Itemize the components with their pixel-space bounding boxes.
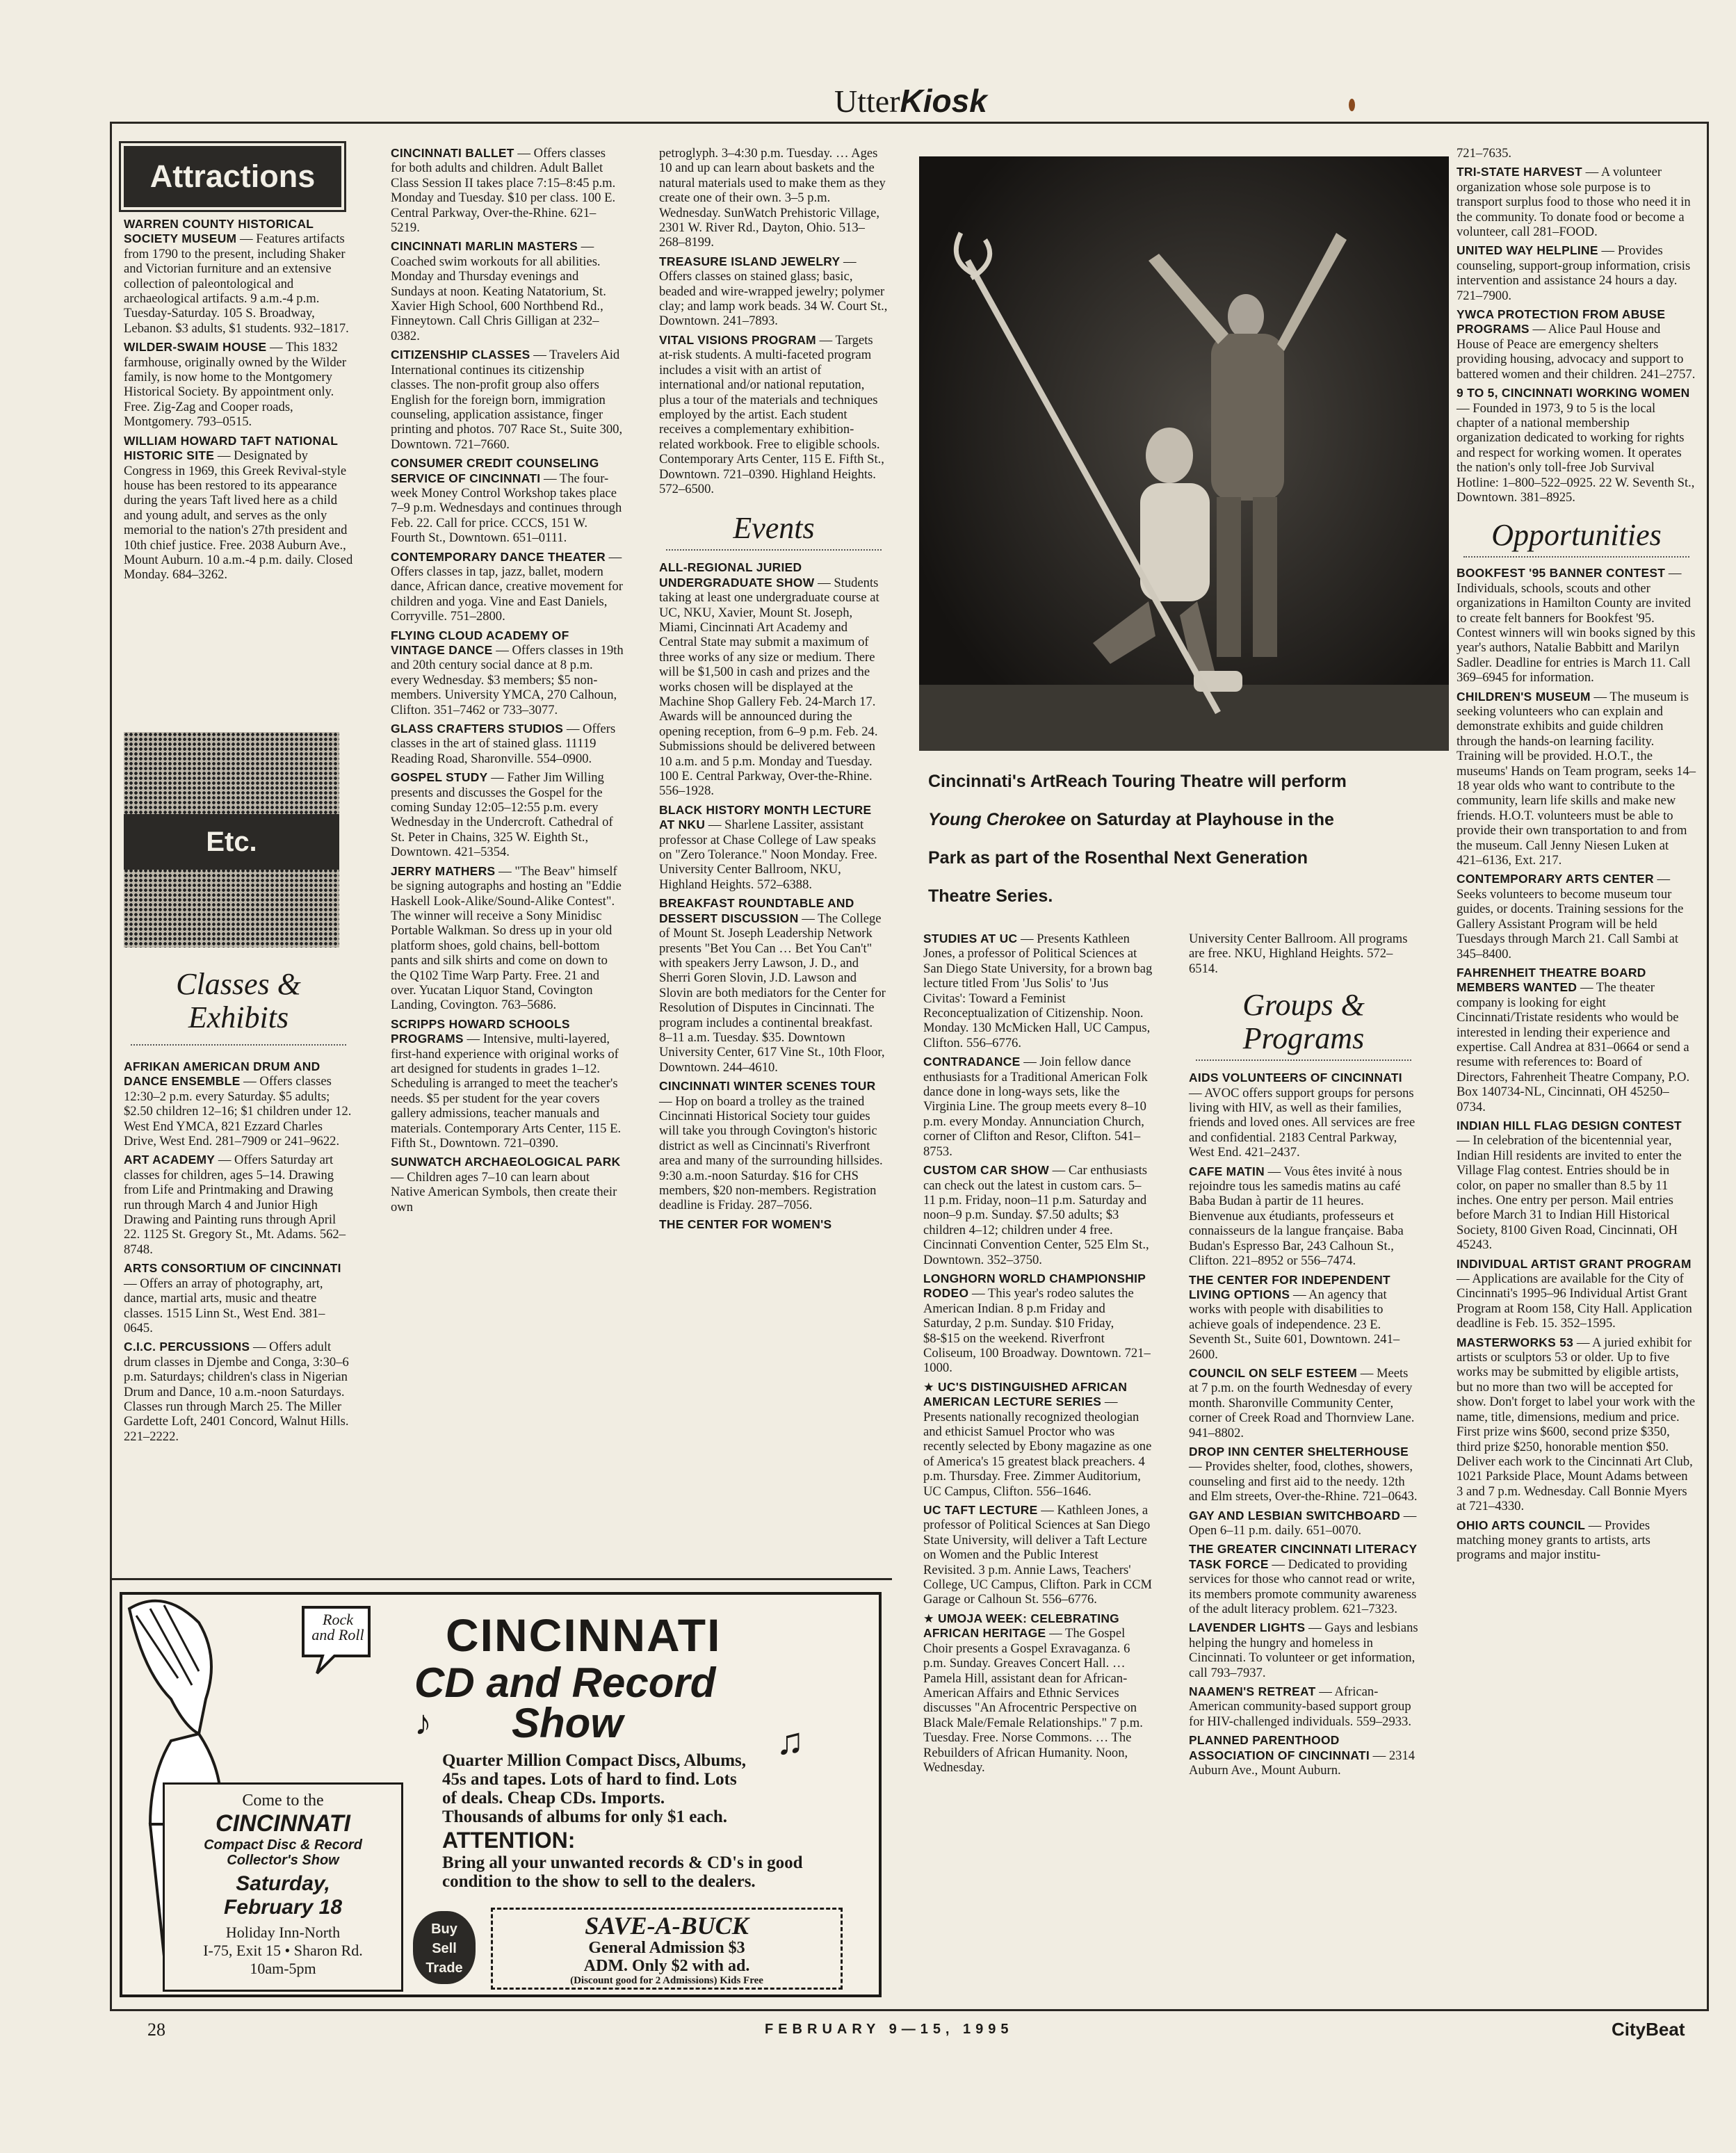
ad-venue-2: I-75, Exit 15 • Sharon Rd.	[203, 1942, 363, 1959]
etc-label: Etc.	[206, 827, 257, 857]
column-2	[391, 146, 624, 1219]
listing: CUSTOM CAR SHOW — Car enthusiasts can check out the latest in custom cars. 5–11 p.m. Friday, noon–11 p.m. Saturday and noon–9 p.m. Sunday. $7.50 adults; $3 children 4–12; children under 4 free. Cincinnati Convention Center, 525 Elm St., Downtown. 352–3750.	[923, 1163, 1149, 1267]
groups-programs-heading: Groups & Programs	[1242, 988, 1365, 1056]
ad-come-box	[163, 1782, 403, 1992]
coupon-admission: General Admission $3	[588, 1939, 745, 1957]
listing: CINCINNATI BALLET — Offers classes for both adults and children. Adult Ballet Class Session II takes place 7:15–8:45 p.m. Monday and Tuesday. $10 per class. 100 E. Central Parkway, Over-the-Rhine. 621–5219.	[391, 146, 616, 236]
etc-graphic	[124, 732, 339, 948]
listing: BREAKFAST ROUNDTABLE AND DESSERT DISCUSSION — The College of Mount St. Joseph Leadership Network presents "Bet You Can … Bet You Can't" with speakers Jerry Lawson, J. D., and Sherri Goren Slovin, J.D. Lawson and Slovin are both mediators for the Center for Resolution of Disputes in Cincinnati. The program includes a continental breakfast. 8–11 a.m. Tuesday. $35. Downtown University Center, 617 Vine St., 10th Floor, Downtown. 244–4610.	[659, 896, 886, 1075]
listing: GLASS CRAFTERS STUDIOS — Offers classes in the art of stained glass. 11119 Reading Road, Sharonville. 554–0900.	[391, 722, 616, 766]
buy-sell-trade-badge	[413, 1911, 476, 1984]
listing: PLANNED PARENTHOOD ASSOCIATION OF CINCINNATI — 2314 Auburn Ave., Mount Auburn.	[1189, 1733, 1415, 1778]
ad-title-cd: CD and Record	[414, 1659, 716, 1706]
ad-hours: 10am-5pm	[250, 1960, 316, 1977]
column-4	[923, 932, 1153, 1779]
column-1-attractions	[124, 217, 353, 587]
listing: SUNWATCH ARCHAEOLOGICAL PARK — Children ages 7–10 can learn about Native American Symbols, then create their own	[391, 1155, 621, 1214]
balloon-text: Rock and Roll	[311, 1611, 364, 1643]
ad-come-city: CINCINNATI	[216, 1810, 350, 1837]
listing: UC TAFT LECTURE — Kathleen Jones, a professor of Political Sciences at San Diego State University, will deliver a Taft Lecture on Women and the Public Interest Revisited. 3 p.m. Annie Laws, Teachers' College, UC Campus, Clifton. Park in CCM Garage or Calhoun St. 556–6776.	[923, 1503, 1153, 1607]
caption-line-2-rest: on Saturday at Playhouse in the	[1065, 810, 1334, 829]
bottom-rule	[110, 2009, 1709, 2011]
badge-sell: Sell	[432, 1941, 457, 1956]
music-note-icon: ♫	[776, 1721, 804, 1762]
save-a-buck-coupon	[491, 1908, 843, 1990]
listing: DROP INN CENTER SHELTERHOUSE — Provides shelter, food, clothes, showers, counseling and first aid to the needy. 12th and Elm streets, Over-the-Rhine. 721–0643.	[1189, 1444, 1418, 1504]
listing: VITAL VISIONS PROGRAM — Targets at-risk students. A multi-faceted program includes a visit with an artist of international and/or national reputation, plus a tour of the materials and techniques employed by the artist. Each student receives a complementary exhibition-related workbook. Free to eligible schools. Contemporary Arts Center, 115 E. Fifth St., Downtown. 721–0390. Highland Heights. 572–6500.	[659, 332, 884, 496]
listing: CONTEMPORARY DANCE THEATER — Offers classes in tap, jazz, ballet, modern dance, African dance, creative movement for children and yoga. Vine and East Daniels, Corryville. 751–2800.	[391, 549, 623, 624]
listing: SCRIPPS HOWARD SCHOOLS PROGRAMS — Intensive, multi-layered, first-hand experience with original works of art designed for students in grades 1–12. Scheduling is arranged to meet the teacher's needs. $5 per student for the year covers gallery admissions, teacher manuals and materials. Contemporary Arts Center, 115 E. Fifth St., Downtown. 721–0390.	[391, 1016, 622, 1151]
listing: 721–7635.	[1457, 146, 1512, 161]
theatre-photo	[919, 156, 1449, 751]
listing: THE GREATER CINCINNATI LITERACY TASK FORCE — Dedicated to providing services for those who cannot read or write, its members promote community awareness of the adult literacy problem. 621–7323.	[1189, 1542, 1418, 1617]
listing: THE CENTER FOR WOMEN'S	[659, 1217, 832, 1231]
listing: INDIAN HILL FLAG DESIGN CONTEST — In celebration of the bicentennial year, Indian Hill residents are invited to enter the Village Flag contest. Entries should be in color, on paper no smaller than 8.5 by 11 inches. One entry per person. Mail entries before March 31 to Indian Hill Historical Society, 8100 Given Road, Cincinnati, OH 45243.	[1457, 1118, 1682, 1253]
caption-line-2	[928, 801, 1450, 839]
left-rule	[110, 122, 112, 2011]
listing: INDIVIDUAL ARTIST GRANT PROGRAM — Applications are available for the City of Cincinnati's 1995–96 Individual Artist Grant Program at Room 158, City Hall. Application deadline is Feb. 15. 352–1595.	[1457, 1256, 1692, 1331]
column-6	[1457, 146, 1696, 1567]
attractions-label-text: Attractions	[149, 159, 316, 194]
ad-venue-1: Holiday Inn-North	[225, 1924, 341, 1941]
listing: FLYING CLOUD ACADEMY OF VINTAGE DANCE — Offers classes in 19th and 20th century social dance at 8 p.m. every Wednesday. $3 members; $5 non-members. University YMCA, 270 Calhoun, Clifton. 351–7462 or 733–3077.	[391, 628, 624, 717]
listing: University Center Ballroom. All programs are free. NKU, Highland Heights. 572–6514.	[1189, 932, 1408, 976]
section-rule	[131, 1044, 346, 1046]
listing: ALL-REGIONAL JURIED UNDERGRADUATE SHOW — Students taking at least one undergraduate course at UC, NKU, Xavier, Mount St. Joseph, Miami, Cincinnati Art Academy and Central State may submit a maximum of three works of any size or medium. There will be $1,500 in cash and prizes and the works chosen will be displayed at the Machine Shop Gallery Feb. 24-March 17. Awards will be announced during the opening reception, from 6–9 p.m. Feb. 24. Submissions should be delivered between 10 a.m. and 5 p.m. Monday and Tuesday. 100 E. Central Parkway, Over-the-Rhine. 556–1928.	[659, 560, 879, 799]
section-rule	[666, 549, 882, 551]
attractions-label	[124, 146, 341, 207]
music-note-icon: ♪	[414, 1703, 432, 1742]
listing: STUDIES AT UC — Presents Kathleen Jones, a professor of Political Sciences at San Diego State University, for a brown bag lecture titled From 'Jus Solis' to 'Jus Civitas': Toward a Feminist Reconceptualization of Citizenship. Noon. Monday. 130 McMicken Hall, UC Campus, Clifton. 556–6776.	[923, 932, 1153, 1050]
ad-title-city: CINCINNATI	[446, 1609, 722, 1661]
listing: ★ UMOJA WEEK: CELEBRATING AFRICAN HERITAGE — The Gospel Choir presents a Gospel Exravaganza. 6 p.m. Sunday. Greaves Concert Hall. … Pamela Hill, assistant dean for African-American Affairs and Ethnic Services discusses "An Afrocentric Perspective on Black Male/Female Relationships." 7 p.m. Tuesday. Free. Norse Commons. … The Rebuilders of African Humanity. Noon, Wednesday.	[923, 1611, 1143, 1775]
listing: ★ UC'S DISTINGUISHED AFRICAN AMERICAN LECTURE SERIES — Presents nationally recognized theologian and ethicist Samuel Proctor who was recently selected by Ebony magazine as one of America's 15 greatest black preachers. 4 p.m. Thursday. Free. Zimmer Auditorium, UC Campus, Clifton. 556–1646.	[923, 1379, 1152, 1499]
brand-logo: CityBeat	[1612, 2019, 1685, 2040]
coupon-discount: (Discount good for 2 Admissions) Kids Free	[570, 1975, 763, 1986]
listing: UNITED WAY HELPLINE — Provides counseling, support-group information, crisis intervention and assistance 24 hours a day. 721–7900.	[1457, 243, 1691, 303]
top-rule	[110, 122, 1709, 124]
listing: WILLIAM HOWARD TAFT NATIONAL HISTORIC SITE — Designated by Congress in 1969, this Greek Revival-style house has been restored to its appearance during the years Taft lived here as a child and young adult, and serves as the only memorial to the nation's 27th president and 10th chief justice. Free. 2038 Auburn Ave., Mount Auburn. 10 a.m.-4 p.m. daily. Closed Monday. 684–3262.	[124, 433, 353, 583]
ad-title-show: Show	[512, 1700, 623, 1746]
listing: C.I.C. PERCUSSIONS — Offers adult drum classes in Djembe and Conga, 3:30–6 p.m. Saturdays; children's class in Nigerian Drum and Dance, 10 a.m.-noon Saturdays. Classes run through March 25. The Miller Gardette Loft, 2401 Concord, Walnut Hills. 221–2222.	[124, 1340, 349, 1444]
listing: YWCA PROTECTION FROM ABUSE PROGRAMS — Alice Paul House and House of Peace are emergency shelters providing housing, advocacy and support to battered women and their children. 241–2757.	[1457, 307, 1696, 382]
listing: 9 TO 5, CINCINNATI WORKING WOMEN — Founded in 1973, 9 to 5 is the local chapter of a national membership organization dedicated to working for rights and respect for working women. It operates the nation's only toll-free Job Survival Hotline: 1–800–522–0925. 22 W. Seventh St., Downtown. 381–8925.	[1457, 386, 1695, 505]
column-5	[1189, 932, 1418, 1782]
ad-come: Come to the	[242, 1792, 324, 1810]
listing: THE CENTER FOR INDEPENDENT LIVING OPTIONS — An agency that works with people with disabilities to achieve goals of independence. 23 E. Seventh St., Suite 601, Downtown. 241–2600.	[1189, 1272, 1400, 1362]
listing: CINCINNATI MARLIN MASTERS — Coached swim workouts for all abilities. Monday and Thursday evenings and Sundays at noon. Keating Natatorium, St. Xavier High School, 600 Northbend Rd., Finneytown. Call Chris Gilligan at 232–0382.	[391, 239, 606, 343]
listing: BLACK HISTORY MONTH LECTURE AT NKU — Sharlene Lassiter, assistant professor at Chase College of Law speaks on "Zero Tolerance." Noon Monday. Free. University Center Ballroom, NKU, Highland Heights. 572–6388.	[659, 802, 877, 892]
column-3	[659, 146, 889, 1236]
etc-band	[124, 814, 339, 870]
listing: COUNCIL ON SELF ESTEEM — Meets at 7 p.m. on the fourth Wednesday of every month. Sharonville Community Center, corner of Creek Road and Thornview Lane. 941–8802.	[1189, 1365, 1415, 1440]
listing: LONGHORN WORLD CHAMPIONSHIP RODEO — This year's rodeo salutes the American Indian. 8 p.m Friday and Saturday, 2 p.m. Sunday. $10 Friday, $8-$15 on the weekend. Riverfront Coliseum, 100 Broadway. Downtown. 721–1000.	[923, 1271, 1151, 1376]
listing: JERRY MATHERS — "The Beav" himself be signing autographs and hosting an "Eddie Haskell Look-Alike/Sound-Alike Contest". The winner will receive a Sony Minidisc Portable Walkman. So dress up in your old platform shoes, gold chains, bell-bottom pants and silk shirts and come on down to the Q102 Time Warp Party. Free. 21 and over. Yucatan Liquor Stand, Covington Landing, Covington. 763–5686.	[391, 863, 622, 1013]
listing: CONTEMPORARY ARTS CENTER — Seeks volunteers to become museum tour guides, or docents. Training sessions for the Gallery Assistant Program will be held Tuesdays through March 21. Call Sambi at 345–8400.	[1457, 872, 1684, 961]
badge-trade: Trade	[425, 1960, 463, 1976]
page-number: 28	[147, 2020, 165, 2040]
listing: FAHRENHEIT THEATRE BOARD MEMBERS WANTED — The theater company is looking for eight Cincinnati/Tristate residents who would be interested in lending their experience and expertise. Call Andrea at 831–0664 or send a resume with references to: Board of Directors, Fahrenheit Theatre Company, P.O. Box 140734-NL, Cincinnati, OH 45250–0734.	[1457, 965, 1690, 1114]
listing: MASTERWORKS 53 — A juried exhibit for artists or sculptors 53 or older. Up to five works may be submitted by eligible artists, but no more than two will be accepted for show. Don't forget to label your work with the name, title, dimensions, medium and price. First prize wins $600, second prize $350, third prize $250, honorable mention $50. Deliver each work to the Cincinnati Art Club, 1021 Parkside Place, Mount Adams between 3 and 7 p.m. Wednesday. Call Bonnie Myers at 721–4330.	[1457, 1335, 1696, 1514]
ad-come-show: Compact Disc & Record Collector's Show	[204, 1837, 362, 1868]
ad-date-1: Saturday,	[236, 1872, 330, 1895]
ink-mark	[1349, 99, 1355, 111]
listing: BOOKFEST '95 BANNER CONTEST — Individuals, schools, scouts and other organizations in Hamilton County are invited to create felt banners for Bookfest '95. Contest winners will win books signed by this year's authors, Natalie Babbitt and Marilyn Sadler. Deadline for entries is March 11. Call 369–6945 for information.	[1457, 566, 1696, 685]
listing: LAVENDER LIGHTS — Gays and lesbians helping the hungry and homeless in Cincinnati. To volunteer or get information, call 793–7937.	[1189, 1620, 1418, 1680]
ad-date-2: February 18	[223, 1896, 343, 1919]
coupon-title: SAVE-A-BUCK	[585, 1912, 749, 1940]
issue-date: FEBRUARY 9—15, 1995	[765, 2022, 1014, 2037]
listing: GAY AND LESBIAN SWITCHBOARD — Open 6–11 p.m. daily. 651–0070.	[1189, 1508, 1417, 1538]
section-rule	[1196, 1059, 1411, 1061]
ad-top-rule	[110, 1578, 892, 1580]
ad-attention: ATTENTION:	[442, 1828, 576, 1853]
listing: CHILDREN'S MUSEUM — The museum is seeking volunteers who can explain and demonstrate exhibits and guide children through the hands-on learning facility. Training will be provided. H.O.T., the museums' Hands on Team program, seeks 14–18 year olds who want to contribute to the community, learn life skills and make new friends. H.O.T. volunteers must be able to provide their own transportation to and from the museum. Call Jenny Niesen Luken at 421–6136, Ext. 217.	[1457, 689, 1696, 868]
caption-line-3: Park as part of the Rosenthal Next Generation	[928, 848, 1308, 868]
listing: TREASURE ISLAND JEWELRY — Offers classes on stained glass; basic, beaded and wire-wrapped jewelry; polymer clay; and lamp work beads. 34 W. Court St., Downtown. 241–7893.	[659, 254, 888, 329]
listing: GOSPEL STUDY — Father Jim Willing presents and discusses the Gospel for the coming Sunday 12:05–12:55 p.m. every Wednesday in the Undercroft. Cathedral of St. Peter in Chains, 325 W. Eighth St., Downtown. 421–5354.	[391, 770, 613, 860]
caption-play-title: Young Cherokee	[928, 810, 1066, 829]
right-rule	[1707, 122, 1709, 2011]
coupon-adm-2: ADM. Only $2 with ad.	[583, 1957, 750, 1975]
listing: CAFE MATIN — Vous êtes invité à nous rejoindre tous les samedis matins au café Baba Budan à partir de 11 heures. Bienvenue aux étudiants, professeurs et connaisseurs de la langue française. Baba Budan's Espresso Bar, 243 Calhoun St., Clifton. 221–8952 or 556–7474.	[1189, 1164, 1404, 1269]
caption-line-1: Cincinnati's ArtReach Touring Theatre will perform	[928, 772, 1347, 791]
section-rule	[1463, 556, 1689, 558]
listing: OHIO ARTS COUNCIL — Provides matching money grants to artists, arts programs and major institu-	[1457, 1518, 1650, 1563]
listing: CONSUMER CREDIT COUNSELING SERVICE OF CINCINNATI — The four-week Money Control Workshop takes place 7–9 p.m. Wednesdays and continues through Feb. 22. Call for price. CCCS, 151 W. Fourth St., Downtown. 651–0111.	[391, 456, 622, 546]
listing: ART ACADEMY — Offers Saturday art classes for children, ages 5–14. Drawing from Life and Printmaking and Drawing run through March 4 and Junior High Drawing and Painting runs through April 22. 1125 St. Gregory St., Mt. Adams. 562–8748.	[124, 1153, 346, 1257]
listing: CITIZENSHIP CLASSES — Travelers Aid International continues its citizenship classes. The non-profit group also offers English for the foreign born, immigration counseling, application assistance, finger printing and photos. 707 Race St., Suite 300, Downtown. 721–7660.	[391, 348, 623, 452]
ad-description: Quarter Million Compact Discs, Albums, 45s and tapes. Lots of hard to find. Lots of deals. Cheap CDs. Imports. Thousands of albums for only $1 each.	[442, 1751, 747, 1826]
listing: WILDER-SWAIM HOUSE — This 1832 farmhouse, originally owned by the Wilder family, is now home to the Montgomery Historical Society. By appointment only. Free. Zig-Zag and Cooper roads, Montgomery. 793–0515.	[124, 340, 347, 430]
masthead-utter: Utter	[834, 83, 900, 119]
caption-line-4: Theatre Series.	[928, 886, 1053, 906]
photo-caption	[928, 763, 1450, 916]
classes-exhibits-heading: Classes & Exhibits	[124, 968, 353, 1053]
cd-show-ad	[120, 1592, 882, 1997]
masthead	[834, 82, 987, 120]
listing: CINCINNATI WINTER SCENES TOUR — Hop on board a trolley as the trained Cincinnati Historical Society tour guides will take you through Covington's historic district as well as Cincinnati's Riverfront area and many of the surrounding hillsides. 9:30 a.m.-noon Saturday. $16 for CHS members, $20 non-members. Registration deadline is Friday. 287–7056.	[659, 1079, 883, 1213]
events-heading: Events	[733, 511, 815, 546]
opportunities-heading: Opportunities	[1491, 518, 1662, 553]
listing: TRI-STATE HARVEST — A volunteer organization whose sole purpose is to transport surplus food to those who need it in the community. To donate food or become a volunteer, call 281–FOOD.	[1457, 165, 1691, 240]
listing: NAAMEN'S RETREAT — African-American community-based support group for HIV-challenged individuals. 559–2933.	[1189, 1684, 1411, 1729]
ad-attention-text: Bring all your unwanted records & CD's in good condition to the show to sell to the dealers.	[442, 1853, 803, 1891]
listing: AFRIKAN AMERICAN DRUM AND DANCE ENSEMBLE — Offers classes 12:30–2 p.m. every Saturday. $5 adults; $2.50 children 12–16; $1 children under 12. West End YMCA, 821 Ezzard Charles Drive, West End. 281–7909 or 241–9622.	[124, 1059, 352, 1149]
listing: ARTS CONSORTIUM OF CINCINNATI — Offers an array of photography, art, dance, martial arts, music and theatre classes. 1515 Linn St., West End. 381–0645.	[124, 1261, 341, 1335]
listing: WARREN COUNTY HISTORICAL SOCIETY MUSEUM — Features artifacts from 1790 to the present, including Shaker and Victorian furniture and an extensive collection of paleontological and archaeological artifacts. 9 a.m.-4 p.m. Tuesday-Saturday. 105 S. Broadway, Lebanon. $3 adults, $1 students. 932–1817.	[124, 217, 349, 336]
column-1-classes	[124, 1059, 353, 1448]
listing: AIDS VOLUNTEERS OF CINCINNATI — AVOC offers support groups for persons living with HIV, as well as their families, friends and loved ones. All services are free and confidential. 2183 Central Parkway, West End. 421–2437.	[1189, 1071, 1415, 1160]
listing: petroglyph. 3–4:30 p.m. Tuesday. … Ages 10 and up can learn about baskets and the natural materials used to make them as they create one of their own. 3–5 p.m. Wednesday. SunWatch Prehistoric Village, 2301 W. River Rd., Dayton, Ohio. 513–268–8199.	[659, 146, 886, 250]
listing: CONTRADANCE — Join fellow dance enthusiasts for a Traditional American Folk dance done in long-ways sets, like the Virginia Line. The group meets every 8–10 p.m. every Monday. Annunciation Church, corner of Clifton and Resor, Clifton. 541–8753.	[923, 1055, 1148, 1159]
masthead-kiosk: Kiosk	[900, 83, 987, 119]
photo-figures	[919, 156, 1449, 751]
badge-buy: Buy	[431, 1922, 457, 1937]
